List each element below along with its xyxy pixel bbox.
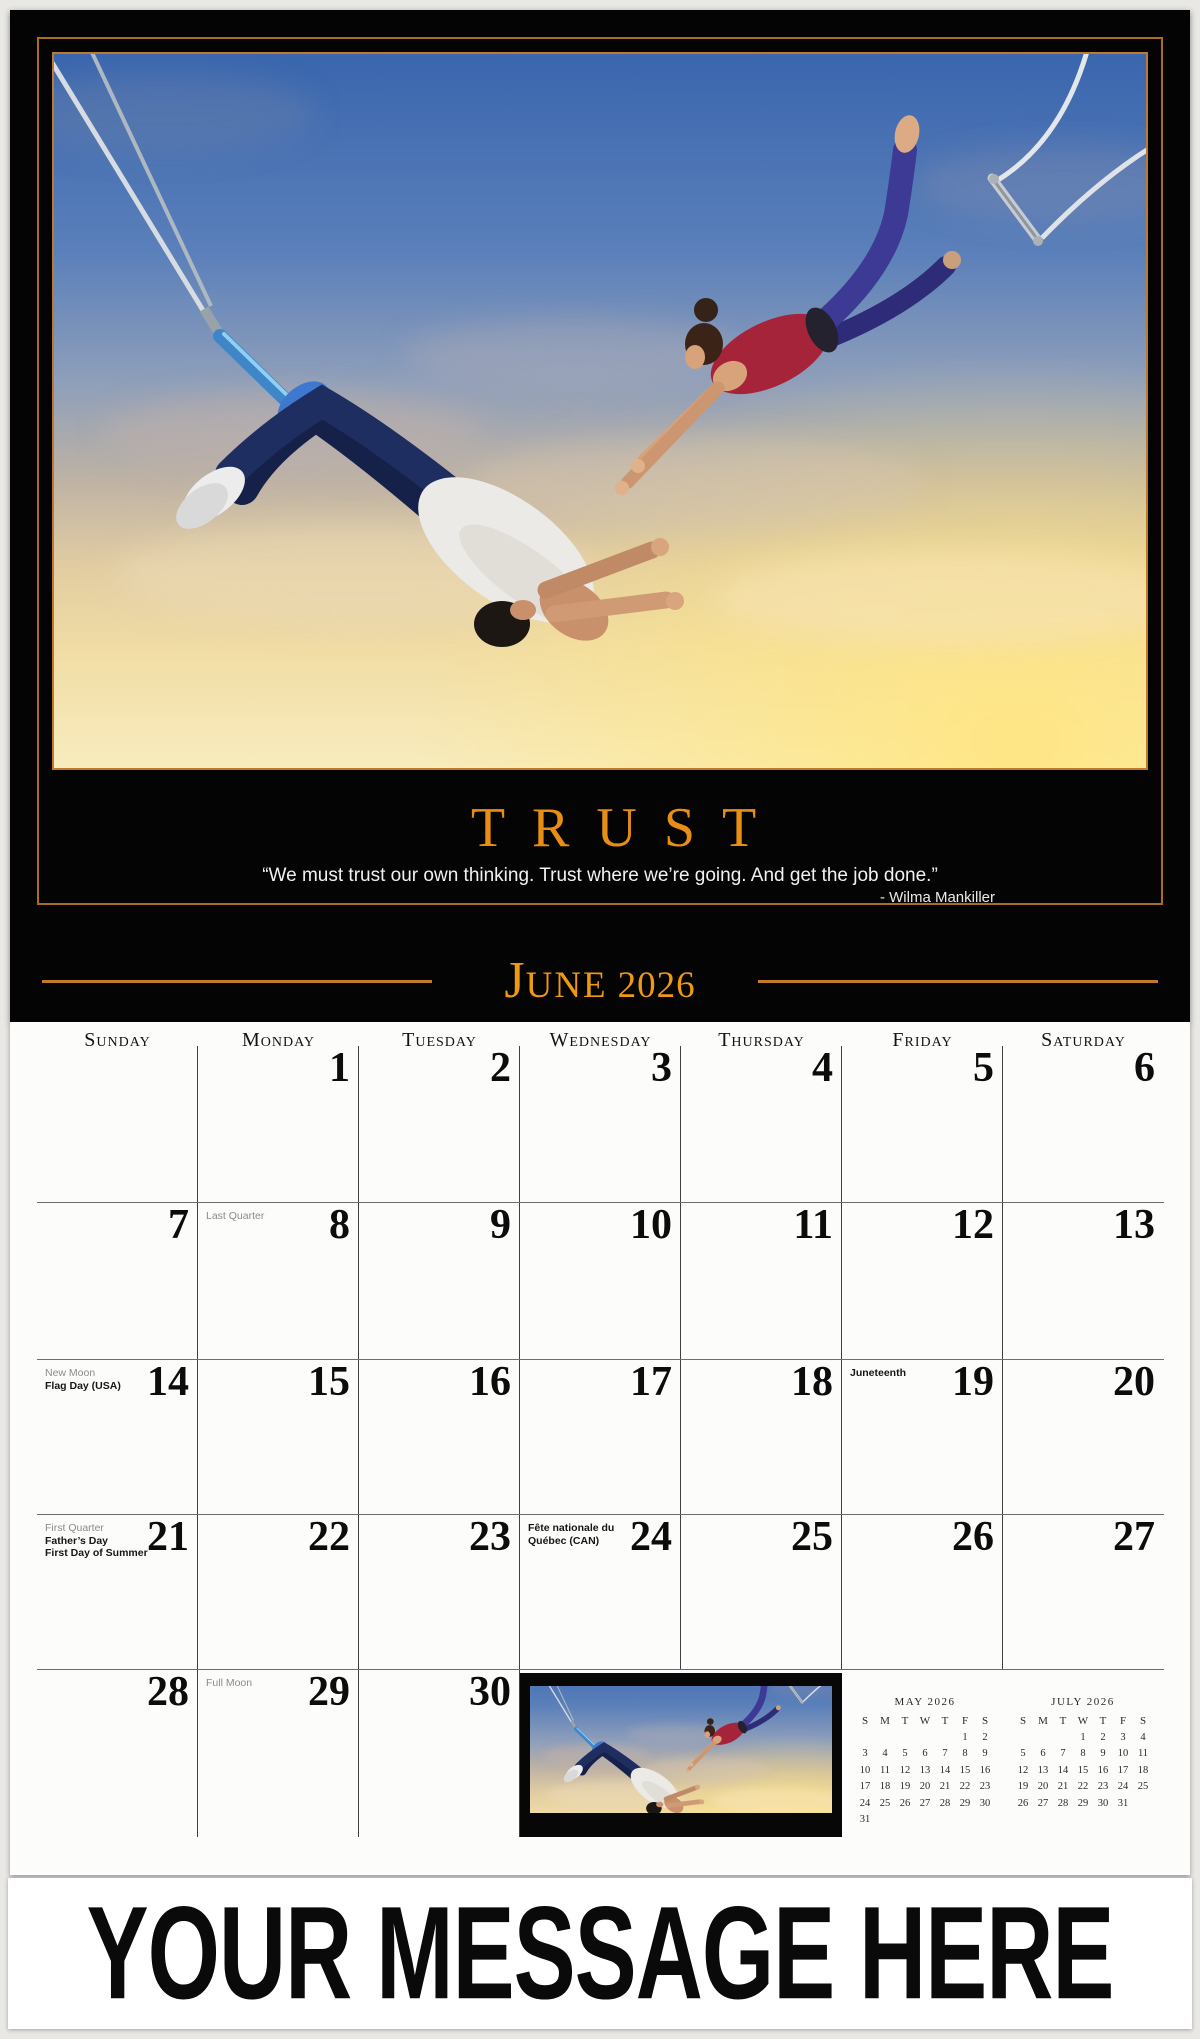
mini-week-row [850, 1796, 1000, 1813]
moon-phase-note: First Quarter [45, 1522, 104, 1534]
week-row-1 [37, 1046, 1164, 1202]
mini-day-12: 12 [899, 1764, 911, 1776]
mini-day-6: 6 [922, 1748, 928, 1759]
mini-week-row [850, 1746, 1000, 1763]
mini-day-letters-row [1008, 1713, 1158, 1730]
mini-week-row [850, 1779, 1000, 1796]
day-cell-5 [841, 1046, 1003, 1202]
mini-week-row [850, 1812, 1000, 1829]
mini-day-letter: W [1077, 1715, 1089, 1727]
day-cell-22 [197, 1515, 359, 1669]
mini-week-row [1008, 1746, 1158, 1763]
mini-day-25: 25 [879, 1797, 891, 1809]
empty-day-cell [37, 1046, 198, 1202]
day-cell-16 [358, 1360, 520, 1514]
footer-message-panel [8, 1878, 1192, 2029]
day-cell-20 [1002, 1360, 1164, 1514]
mini-day-letter: M [880, 1715, 890, 1727]
mini-day-30: 30 [1097, 1797, 1109, 1809]
day-number-13: 13 [1113, 1202, 1155, 1248]
calendar-grid [37, 1046, 1164, 1837]
mini-day-31: 31 [1117, 1797, 1129, 1809]
day-number-5: 5 [973, 1045, 994, 1091]
mini-day-18: 18 [1137, 1764, 1149, 1776]
mini-day-letter: F [961, 1715, 969, 1727]
holiday-note: Flag Day (USA) [45, 1379, 121, 1392]
day-number-14: 14 [147, 1359, 189, 1405]
holiday-note: Juneteenth [850, 1367, 907, 1379]
moon-phase-note: Full Moon [206, 1677, 253, 1689]
day-cell-15 [197, 1360, 359, 1514]
mini-empty [1013, 1730, 1033, 1747]
week-row-4 [37, 1514, 1164, 1669]
day-cell-13 [1002, 1203, 1164, 1359]
day-cell-30 [358, 1670, 520, 1837]
mini-day-9: 9 [1100, 1748, 1106, 1759]
day-notes [45, 1367, 149, 1392]
mini-day-31: 31 [859, 1814, 871, 1825]
mini-day-27: 27 [1037, 1797, 1049, 1809]
mini-day-29: 29 [1077, 1797, 1089, 1809]
day-number-28: 28 [147, 1669, 189, 1715]
day-notes [850, 1367, 954, 1380]
day-notes [45, 1522, 149, 1560]
day-number-7: 7 [168, 1202, 189, 1248]
mini-day-7: 7 [1060, 1748, 1066, 1759]
day-cell-12 [841, 1203, 1003, 1359]
day-number-17: 17 [630, 1359, 672, 1405]
mini-day-11: 11 [879, 1764, 891, 1776]
mini-day-letter: F [1119, 1715, 1127, 1727]
mini-day-21: 21 [939, 1781, 951, 1792]
mini-empty [895, 1730, 915, 1747]
day-number-24: 24 [630, 1514, 672, 1560]
mini-calendar-may-2026 [850, 1670, 1000, 1837]
holiday-note: Fête nationale du Québec (CAN) [528, 1522, 615, 1547]
day-number-2: 2 [490, 1045, 511, 1091]
mini-day-5: 5 [902, 1748, 908, 1759]
calendar-section [10, 1022, 1190, 1875]
mini-empty [975, 1812, 995, 1829]
day-cell-10 [519, 1203, 681, 1359]
mini-empty [875, 1730, 895, 1747]
mini-day-14: 14 [1057, 1764, 1069, 1776]
week-row-5 [37, 1669, 1164, 1837]
month-year: 2026 [617, 965, 696, 1006]
mini-day-1: 1 [1080, 1731, 1086, 1743]
day-number-19: 19 [952, 1359, 994, 1405]
day-cell-14 [37, 1360, 198, 1514]
day-cell-25 [680, 1515, 842, 1669]
mini-day-8: 8 [962, 1748, 968, 1759]
mini-day-7: 7 [942, 1748, 948, 1759]
mini-day-30: 30 [979, 1797, 991, 1809]
mini-day-letter: M [1038, 1715, 1048, 1727]
mini-day-21: 21 [1057, 1781, 1069, 1792]
day-notes [206, 1210, 310, 1223]
mini-empty [1053, 1730, 1073, 1747]
mini-day-19: 19 [899, 1781, 911, 1792]
day-cell-9 [358, 1203, 520, 1359]
day-number-9: 9 [490, 1202, 511, 1248]
mini-empty [855, 1730, 875, 1747]
mini-day-22: 22 [1077, 1781, 1089, 1792]
day-cell-11 [680, 1203, 842, 1359]
mini-day-letter: S [861, 1715, 869, 1727]
mini-day-5: 5 [1020, 1748, 1026, 1759]
mini-empty [915, 1730, 935, 1747]
week-row-3 [37, 1359, 1164, 1514]
day-cell-6 [1002, 1046, 1164, 1202]
holiday-note: Father’s Day [45, 1534, 109, 1547]
mini-day-20: 20 [919, 1781, 931, 1792]
mini-week-row [1008, 1796, 1158, 1813]
mini-day-letter: T [1059, 1715, 1067, 1727]
mini-day-18: 18 [879, 1781, 891, 1792]
holiday-note: First Day of Summer [45, 1547, 148, 1560]
day-cell-7 [37, 1203, 198, 1359]
mini-day-13: 13 [919, 1764, 931, 1776]
mini-day-29: 29 [959, 1797, 971, 1809]
mini-day-16: 16 [1097, 1764, 1109, 1776]
mini-day-22: 22 [959, 1781, 971, 1792]
mini-day-4: 4 [1140, 1731, 1146, 1743]
mini-day-25: 25 [1137, 1781, 1149, 1792]
mini-day-26: 26 [899, 1797, 911, 1809]
mini-calendars-cell [842, 1670, 1164, 1837]
poster-quote: “We must trust our own thinking. Trust where we’re going. And get the job done.” [262, 865, 938, 886]
weekday-label-friday: Friday [892, 1029, 953, 1051]
mini-calendar-title: JULY 2026 [1051, 1696, 1115, 1708]
mini-day-20: 20 [1037, 1781, 1049, 1792]
moon-phase-note: Last Quarter [206, 1210, 265, 1222]
mini-day-letter: S [981, 1715, 989, 1727]
day-number-22: 22 [308, 1514, 350, 1560]
day-cell-19 [841, 1360, 1003, 1514]
mini-day-6: 6 [1040, 1748, 1046, 1759]
day-number-12: 12 [952, 1202, 994, 1248]
day-number-8: 8 [329, 1202, 350, 1248]
mini-calendar-title: MAY 2026 [894, 1696, 956, 1708]
mini-day-10: 10 [1117, 1748, 1129, 1759]
trapeze-photo [54, 54, 1146, 768]
mini-day-14: 14 [939, 1764, 951, 1776]
mini-day-letter: S [1139, 1715, 1147, 1727]
weekday-label-thursday: Thursday [718, 1029, 805, 1051]
mini-day-letter: T [1099, 1715, 1107, 1727]
day-cell-2 [358, 1046, 520, 1202]
poster-photo-frame [52, 52, 1148, 770]
day-cell-24 [519, 1515, 681, 1669]
mini-day-letter: S [1019, 1715, 1027, 1727]
day-number-4: 4 [812, 1045, 833, 1091]
day-cell-1 [197, 1046, 359, 1202]
month-header [10, 951, 1190, 1010]
preview-photo-cell [519, 1670, 842, 1837]
day-cell-28 [37, 1670, 198, 1837]
mini-day-24: 24 [1117, 1781, 1129, 1792]
mini-week-row [850, 1730, 1000, 1747]
mini-empty [1133, 1796, 1153, 1813]
mini-day-letters-row [850, 1713, 1000, 1730]
mini-week-row [850, 1763, 1000, 1780]
day-cell-26 [841, 1515, 1003, 1669]
mini-day-28: 28 [1057, 1797, 1069, 1809]
mini-empty [955, 1812, 975, 1829]
day-notes [528, 1522, 632, 1547]
mini-day-2: 2 [982, 1731, 988, 1743]
mini-day-23: 23 [1097, 1781, 1109, 1792]
day-number-26: 26 [952, 1514, 994, 1560]
day-cell-29 [197, 1670, 359, 1837]
moon-phase-note: New Moon [45, 1367, 96, 1379]
mini-empty [915, 1812, 935, 1829]
day-number-29: 29 [308, 1669, 350, 1715]
mini-day-15: 15 [959, 1764, 971, 1776]
mini-day-letter: W [919, 1715, 931, 1727]
mini-day-17: 17 [1117, 1764, 1129, 1776]
day-number-30: 30 [469, 1669, 511, 1715]
day-notes [206, 1677, 310, 1690]
day-number-23: 23 [469, 1514, 511, 1560]
mini-day-letter: T [901, 1715, 909, 1727]
day-number-27: 27 [1113, 1514, 1155, 1560]
mini-day-27: 27 [919, 1797, 931, 1809]
mini-empty [875, 1812, 895, 1829]
month-initial: J [504, 952, 526, 1009]
mini-day-24: 24 [859, 1797, 871, 1809]
weekday-label-tuesday: Tuesday [402, 1029, 477, 1051]
mini-day-17: 17 [859, 1781, 871, 1792]
poster-section [10, 10, 1190, 1022]
preview-photo [520, 1673, 842, 1837]
poster-attribution: - Wilma Mankiller [879, 889, 995, 906]
weekday-label-wednesday: Wednesday [549, 1029, 652, 1051]
mini-day-12: 12 [1017, 1764, 1029, 1776]
mini-day-26: 26 [1017, 1797, 1029, 1809]
day-cell-8 [197, 1203, 359, 1359]
day-cell-23 [358, 1515, 520, 1669]
day-number-3: 3 [651, 1045, 672, 1091]
day-number-1: 1 [329, 1045, 350, 1091]
mini-day-letter: T [941, 1715, 949, 1727]
mini-day-19: 19 [1017, 1781, 1029, 1792]
mini-day-11: 11 [1137, 1748, 1149, 1759]
day-cell-4 [680, 1046, 842, 1202]
mini-day-13: 13 [1037, 1764, 1049, 1776]
day-number-6: 6 [1134, 1045, 1155, 1091]
weekday-label-sunday: Sunday [84, 1029, 151, 1051]
day-cell-18 [680, 1360, 842, 1514]
day-number-11: 11 [793, 1202, 833, 1248]
mini-day-9: 9 [982, 1748, 988, 1759]
mini-day-28: 28 [939, 1797, 951, 1809]
mini-day-16: 16 [979, 1764, 991, 1776]
weekday-label-saturday: Saturday [1041, 1029, 1126, 1051]
mini-empty [935, 1730, 955, 1747]
day-number-21: 21 [147, 1514, 189, 1560]
day-cell-27 [1002, 1515, 1164, 1669]
footer-message: YOUR MESSAGE HERE [86, 1878, 1114, 2027]
mini-day-3: 3 [1120, 1731, 1126, 1743]
day-cell-3 [519, 1046, 681, 1202]
day-number-16: 16 [469, 1359, 511, 1405]
day-number-18: 18 [791, 1359, 833, 1405]
month-rest: UNE [525, 965, 608, 1006]
mini-week-row [1008, 1779, 1158, 1796]
day-number-20: 20 [1113, 1359, 1155, 1405]
day-number-15: 15 [308, 1359, 350, 1405]
mini-calendar-july-2026 [1008, 1670, 1158, 1837]
mini-day-23: 23 [979, 1781, 991, 1792]
week-row-2 [37, 1202, 1164, 1359]
mini-week-row [1008, 1730, 1158, 1747]
mini-empty [935, 1812, 955, 1829]
day-cell-17 [519, 1360, 681, 1514]
mini-empty [1033, 1730, 1053, 1747]
mini-day-4: 4 [882, 1748, 888, 1759]
mini-empty [895, 1812, 915, 1829]
day-cell-21 [37, 1515, 198, 1669]
mini-day-8: 8 [1080, 1748, 1086, 1759]
weekday-label-monday: Monday [241, 1029, 316, 1051]
mini-day-15: 15 [1077, 1764, 1089, 1776]
mini-day-1: 1 [962, 1731, 968, 1743]
day-number-10: 10 [630, 1202, 672, 1248]
poster-title: TRUST [470, 797, 784, 859]
mini-week-row [1008, 1763, 1158, 1780]
day-number-25: 25 [791, 1514, 833, 1560]
mini-day-3: 3 [862, 1748, 868, 1759]
mini-day-10: 10 [859, 1764, 871, 1776]
mini-day-2: 2 [1100, 1731, 1106, 1743]
